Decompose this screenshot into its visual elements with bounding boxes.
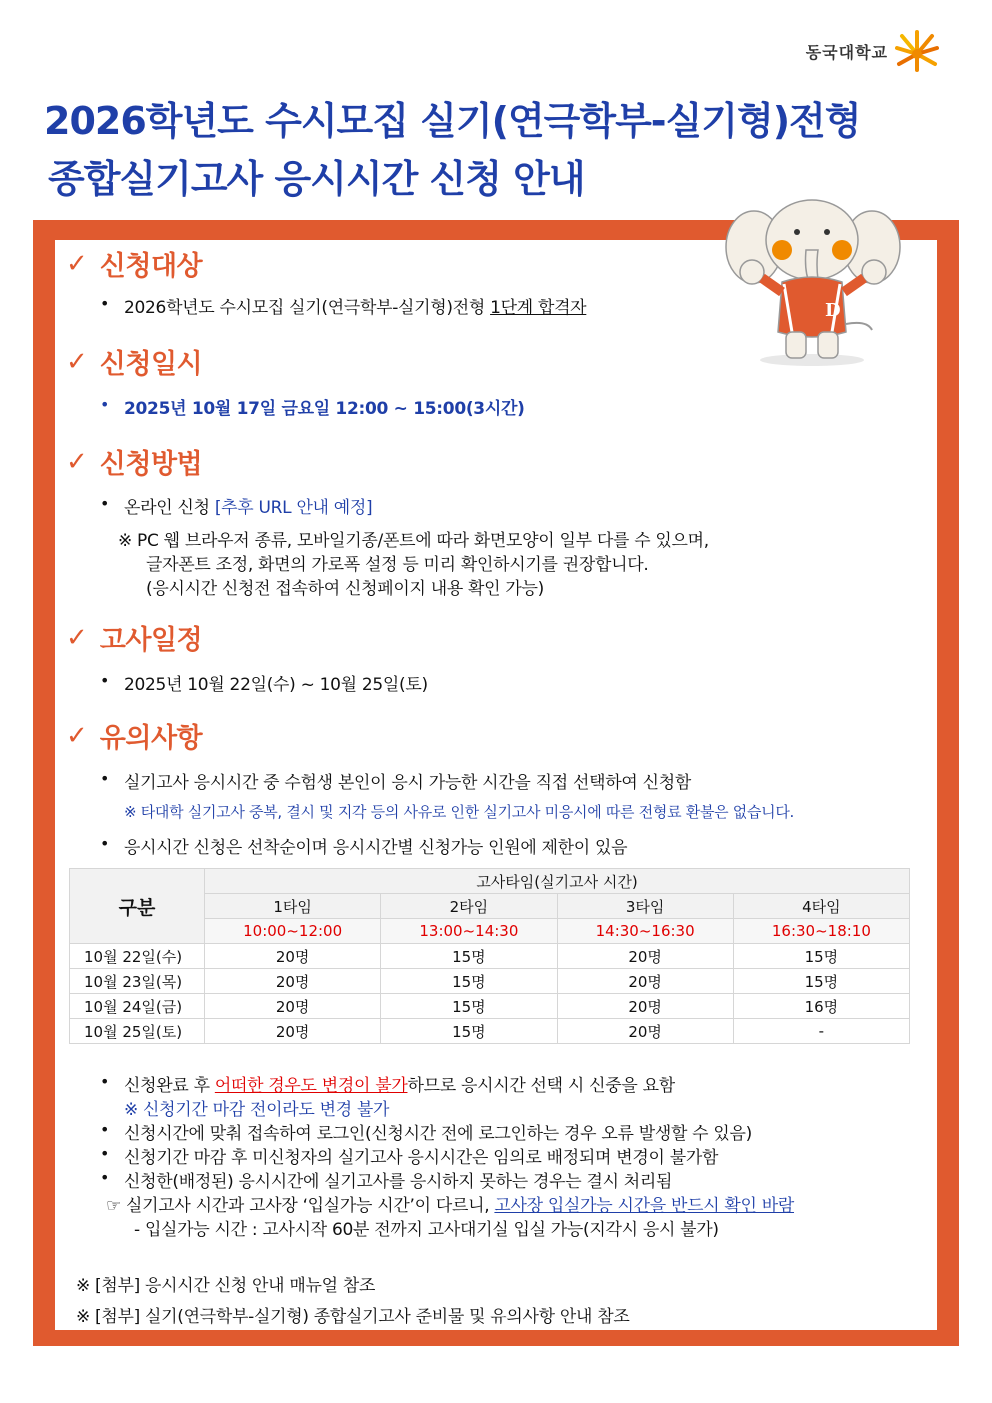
after-item-2: 신청시간에 맞춰 접속하여 로그인(신청시간 전에 로그인하는 경우 오류 발생할 수 있음) <box>124 1124 752 1144</box>
table-cell-date: 10월 23일(목) <box>70 969 205 994</box>
method-item-text: 온라인 신청 <box>124 498 215 518</box>
notes-item-1-note: ※ 타대학 실기고사 중복, 결시 및 지각 등의 사유로 인한 실기고사 미응시에 따른 전형료 환불은 없습니다. <box>124 803 795 821</box>
section-title: 고사일정 <box>99 625 203 656</box>
title-line-2: 종합실기고사 응시시간 신청 안내 <box>48 157 585 201</box>
datetime-item: 2025년 10월 17일 금요일 12:00 ~ 15:00(3시간) <box>124 399 525 419</box>
table-time-header: 16:30~18:10 <box>733 919 909 944</box>
method-note-2: 글자폰트 조정, 화면의 가로폭 설정 등 미리 확인하시기를 권장합니다. <box>146 555 649 575</box>
after-item-5 <box>106 1191 794 1216</box>
target-item-underlined: 1단계 합격자 <box>490 298 587 318</box>
section-datetime-heading <box>66 342 202 381</box>
bullet-icon: • <box>100 1168 110 1187</box>
svg-text:D: D <box>825 300 841 321</box>
method-item <box>124 493 372 518</box>
checkmark-icon: ✓ <box>66 622 88 653</box>
after-item-3: 신청기간 마감 후 미신청자의 실기고사 응시시간은 임의로 배정되며 변경이 불가함 <box>124 1148 719 1168</box>
page-title <box>44 92 860 208</box>
table-cell: 15명 <box>381 969 557 994</box>
after-item-1-prefix: 신청완료 후 <box>124 1076 215 1096</box>
after-item-1-suffix: 하므로 응시시간 선택 시 신중을 요함 <box>407 1076 675 1096</box>
elephant-mascot-icon <box>722 192 902 372</box>
after-item-5-sub: - 입실가능 시간 : 고사시작 60분 전까지 고사대기실 입실 가능(지각시 응시 불가) <box>134 1220 719 1240</box>
section-title: 신청방법 <box>99 449 203 480</box>
bullet-icon: • <box>100 834 110 853</box>
table-row <box>70 969 910 994</box>
checkmark-icon: ✓ <box>66 248 88 279</box>
bullet-icon: • <box>100 769 110 788</box>
notes-item-2: 응시시간 신청은 선착순이며 응시시간별 신청가능 인원에 제한이 있음 <box>124 838 628 858</box>
section-title: 신청일시 <box>99 349 203 380</box>
schedule-table <box>69 868 910 1044</box>
after-item-1-note: ※ 신청기간 마감 전이라도 변경 불가 <box>124 1100 390 1120</box>
table-gubun-header: 구분 <box>70 869 205 944</box>
method-item-url-note: [추후 URL 안내 예정] <box>214 498 373 518</box>
bullet-icon: • <box>100 395 110 414</box>
bullet-icon: • <box>100 1072 110 1091</box>
after-item-1 <box>124 1071 675 1096</box>
target-item-text: 2026학년도 수시모집 실기(연극학부-실기형)전형 <box>124 298 491 318</box>
target-item <box>124 293 586 318</box>
section-title: 유의사항 <box>99 723 203 754</box>
bullet-icon: • <box>100 1144 110 1163</box>
sunburst-logo-icon <box>894 28 940 74</box>
attachment-note-1: ※ [첨부] 응시시간 신청 안내 매뉴얼 참조 <box>76 1276 376 1296</box>
after-item-4: 신청한(배정된) 응시시간에 실기고사를 응시하지 못하는 경우는 결시 처리됨 <box>124 1172 673 1192</box>
notes-item-1: 실기고사 응시시간 중 수험생 본인이 응시 가능한 시간을 직접 선택하여 신청함 <box>124 773 691 793</box>
table-row <box>70 944 910 969</box>
table-cell: 20명 <box>557 994 733 1019</box>
table-type-header: 4타임 <box>733 894 909 919</box>
table-cell-date: 10월 22일(수) <box>70 944 205 969</box>
table-type-header: 2타임 <box>381 894 557 919</box>
bullet-icon: • <box>100 294 110 313</box>
after-item-5-link[interactable]: 고사장 입실가능 시간을 반드시 확인 바람 <box>494 1196 795 1216</box>
table-group-header: 고사타임(실기고사 시간) <box>205 869 910 894</box>
bullet-icon: • <box>100 1120 110 1139</box>
section-method-heading <box>66 442 202 481</box>
university-logo <box>806 28 940 74</box>
after-item-5-prefix: ☞ 실기고사 시간과 고사장 ‘입실가능 시간’이 다르니, <box>106 1196 495 1216</box>
table-time-header: 13:00~14:30 <box>381 919 557 944</box>
table-type-header: 1타임 <box>205 894 381 919</box>
table-cell-date: 10월 24일(금) <box>70 994 205 1019</box>
checkmark-icon: ✓ <box>66 446 88 477</box>
table-row <box>70 1019 910 1044</box>
bullet-icon: • <box>100 671 110 690</box>
section-target-heading <box>66 244 202 283</box>
table-cell: 15명 <box>381 944 557 969</box>
table-cell: 15명 <box>733 969 909 994</box>
table-cell: 20명 <box>557 969 733 994</box>
section-schedule-heading <box>66 618 202 657</box>
table-time-header: 10:00~12:00 <box>205 919 381 944</box>
table-cell: 15명 <box>381 994 557 1019</box>
table-cell: 15명 <box>381 1019 557 1044</box>
table-cell: 20명 <box>557 1019 733 1044</box>
table-time-header: 14:30~16:30 <box>557 919 733 944</box>
section-notes-heading <box>66 716 202 755</box>
table-type-header: 3타임 <box>557 894 733 919</box>
table-cell: 20명 <box>557 944 733 969</box>
attachment-note-2: ※ [첨부] 실기(연극학부-실기형) 종합실기고사 준비물 및 유의사항 안내 참조 <box>76 1307 630 1327</box>
table-cell: 20명 <box>205 969 381 994</box>
schedule-item: 2025년 10월 22일(수) ~ 10월 25일(토) <box>124 675 428 695</box>
checkmark-icon: ✓ <box>66 720 88 751</box>
table-row <box>70 994 910 1019</box>
logo-text: 동국대학교 <box>805 42 888 62</box>
checkmark-icon: ✓ <box>66 346 88 377</box>
table-cell-date: 10월 25일(토) <box>70 1019 205 1044</box>
table-cell: 20명 <box>205 944 381 969</box>
bullet-icon: • <box>100 494 110 513</box>
table-cell: 20명 <box>205 994 381 1019</box>
table-cell: 16명 <box>733 994 909 1019</box>
table-cell: 20명 <box>205 1019 381 1044</box>
table-cell: - <box>733 1019 909 1044</box>
table-cell: 15명 <box>733 944 909 969</box>
method-note-1: ※ PC 웹 브라우저 종류, 모바일기종/폰트에 따라 화면모양이 일부 다를 수 있으며, <box>118 531 709 551</box>
section-title: 신청대상 <box>99 251 203 282</box>
after-item-1-emphasis: 어떠한 경우도 변경이 불가 <box>214 1076 408 1096</box>
title-line-1: 2026학년도 수시모집 실기(연극학부-실기형)전형 <box>44 99 861 143</box>
method-note-3: (응시시간 신청전 접속하여 신청페이지 내용 확인 가능) <box>146 579 544 599</box>
